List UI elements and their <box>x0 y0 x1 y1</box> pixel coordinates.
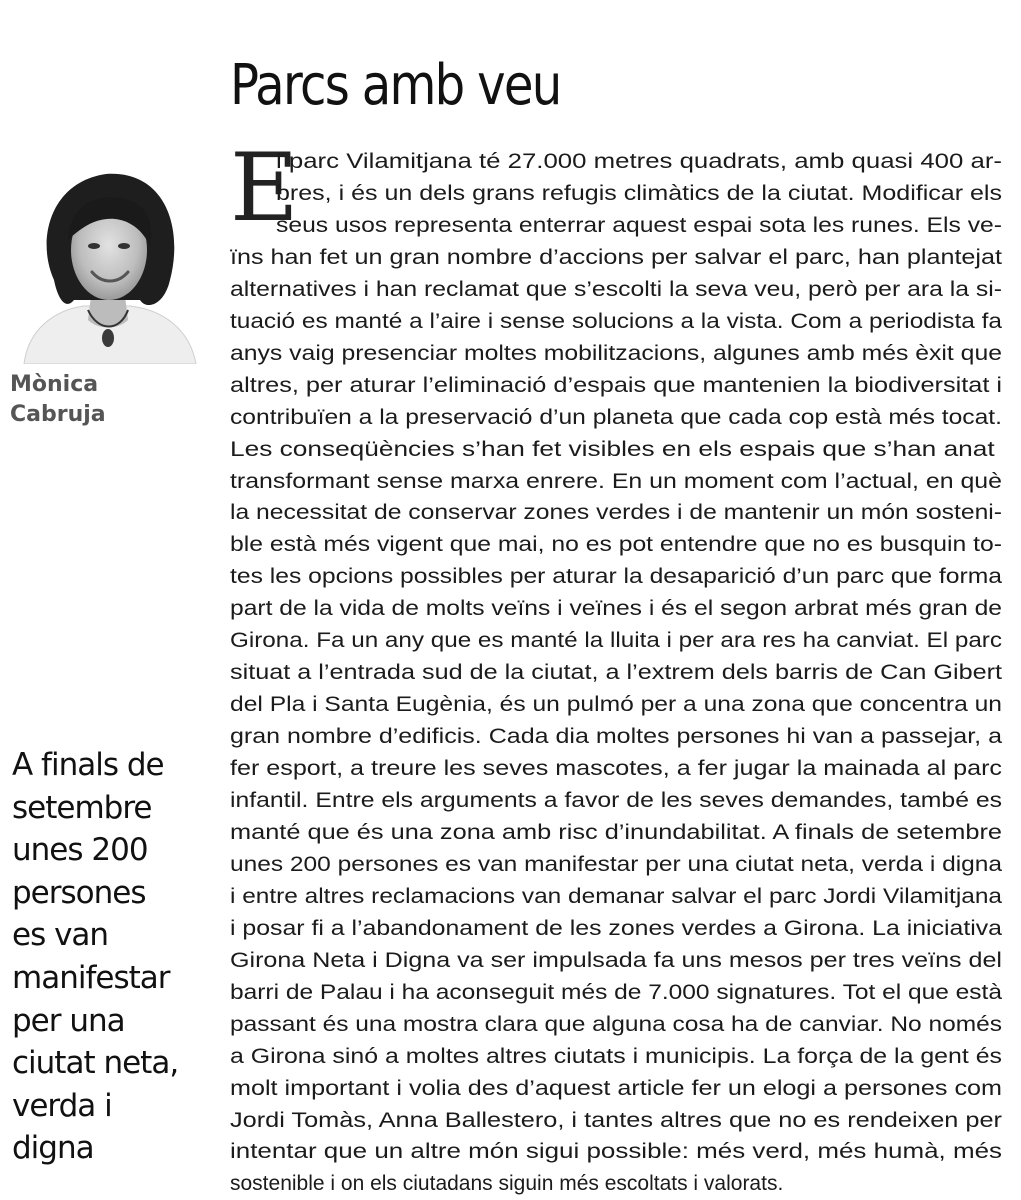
article-line: tes les opcions possibles per aturar la desaparició d’un parc que forma <box>230 565 1002 589</box>
pullquote-line: ciutat neta, <box>12 1045 179 1082</box>
article-line: altres, per aturar l’eliminació d’espais que mantenien la biodiversitat i <box>230 373 1002 397</box>
article-line: ïns han fet un gran nombre d’accions per salvar el parc, han plantejat <box>230 245 1002 269</box>
article-line: i posar fi a l’abandonament de les zones verdes a Girona. La iniciativa <box>230 916 1002 940</box>
article-line: Jordi Tomàs, Anna Ballestero, i tantes altres que no es rendeixen per <box>230 1108 1002 1132</box>
pullquote-line: per una <box>12 1002 125 1039</box>
article-line: transformant sense marxa enrere. En un moment com l’actual, en què <box>230 469 1002 493</box>
article-line: contribuïen a la preservació d’un planeta que cada cop està més tocat. <box>230 405 1002 429</box>
pullquote-line: es van <box>12 917 109 954</box>
article-line: passant és una mostra clara que alguna cosa ha de canviar. No només <box>230 1012 1002 1036</box>
article-line: Girona. Fa un any que es manté la lluita i per ara res ha canviat. El parc <box>230 629 1002 653</box>
pullquote-line: manifestar <box>12 959 170 996</box>
article-line: infantil. Entre els arguments a favor de les seves demandes, també es <box>230 789 1002 812</box>
article-line: seus usos representa enterrar aquest espai sota les runes. Els ve- <box>276 213 1002 237</box>
author-last-name: Cabruja <box>10 402 106 427</box>
pullquote-line: verda i <box>12 1087 112 1124</box>
article-line: bres, i és un dels grans refugis climàtics de la ciutat. Modificar els <box>276 181 1002 205</box>
author-photo <box>14 160 200 364</box>
article-line: tuació es manté a l’aire i sense solucions a la vista. Com a periodista fa <box>230 309 1002 333</box>
author-portrait-image <box>14 160 200 364</box>
pullquote <box>12 744 217 1170</box>
article-line: a Girona sinó a moltes altres ciutats i municipis. La força de la gent és <box>230 1044 1002 1068</box>
article-line: situat a l’entrada sud de la ciutat, a l’extrem dels barris de Can Gibert <box>230 661 1002 685</box>
article-line: gran nombre d’edificis. Cada dia moltes persones hi van a passejar, a <box>230 725 1002 749</box>
article-line: del Pla i Santa Eugènia, és un pulmó per a una zona que concentra un <box>230 693 1002 717</box>
article-line: fer esport, a treure les seves mascotes, a fer jugar la mainada al parc <box>230 757 1002 781</box>
article-line: molt important i volia des d’aquest article fer un elogi a persones com <box>230 1076 1002 1100</box>
author-first-name: Mònica <box>10 372 99 397</box>
article-line: alternatives i han reclamat que s’escolti la seva veu, però per ara la si- <box>230 277 1002 301</box>
pullquote-line: persones <box>12 874 146 911</box>
article-line: intentar que un altre món sigui possible: més verd, més humà, més <box>230 1140 1002 1164</box>
article-line: sostenible i on els ciutadans siguin més escoltats i valorats. <box>230 1172 784 1196</box>
pullquote-line: digna <box>12 1130 94 1167</box>
article-line: part de la vida de molts veïns i veïnes i és el segon arbrat més gran de <box>230 597 1002 621</box>
article-line: i entre altres reclamacions van demanar salvar el parc Jordi Vilamitjana <box>230 884 1003 908</box>
pullquote-line: unes 200 <box>12 832 148 869</box>
pullquote-line: setembre <box>12 789 152 826</box>
article-line: barri de Palau i ha aconseguit més de 7.000 signatures. Tot el que està <box>230 980 1002 1004</box>
author-name <box>10 370 210 430</box>
article-line: manté que és una zona amb risc d’inundabilitat. A finals de setembre <box>230 820 1002 844</box>
article-line: ble està més vigent que mai, no es pot entendre que no es busquin to- <box>230 533 1002 557</box>
article-body <box>230 134 1003 1196</box>
article-line: Girona Neta i Digna va ser impulsada fa uns mesos per tres veïns del <box>230 948 1002 972</box>
article-line: l parc Vilamitjana té 27.000 metres quadrats, amb quasi 400 ar- <box>276 150 1002 173</box>
article-line: Les conseqüències s’han fet visibles en els espais que s’han anat <box>230 437 995 461</box>
pullquote-line: A finals de <box>12 747 164 783</box>
article-line: la necessitat de conservar zones verdes i de mantenir un món sosteni- <box>230 501 1002 525</box>
headline: Parcs amb veu <box>230 53 561 118</box>
drop-cap: E <box>230 134 299 243</box>
article-line: anys vaig presenciar moltes mobilitzacions, algunes amb més èxit que <box>230 341 1002 365</box>
article-line: unes 200 persones es van manifestar per una ciutat neta, verda i digna <box>230 852 1002 876</box>
